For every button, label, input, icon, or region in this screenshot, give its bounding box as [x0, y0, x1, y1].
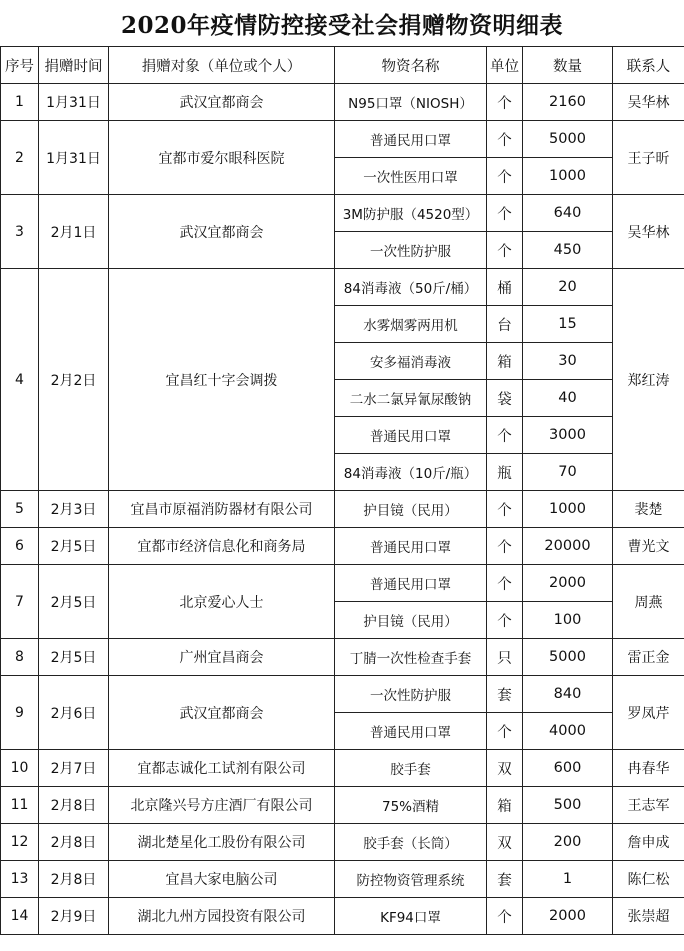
table-row [1, 824, 684, 861]
cell-unit: 个 [487, 491, 523, 528]
cell-date: 2月5日 [39, 528, 109, 565]
cell-donor: 广州宜昌商会 [109, 639, 335, 676]
cell-qty: 70 [523, 454, 613, 491]
cell-item: 护目镜（民用） [335, 602, 487, 639]
cell-donor: 宜都市经济信息化和商务局 [109, 528, 335, 565]
cell-no: 2 [1, 121, 39, 195]
cell-item: 普通民用口罩 [335, 713, 487, 750]
cell-unit: 套 [487, 861, 523, 898]
cell-unit: 双 [487, 750, 523, 787]
cell-qty: 500 [523, 787, 613, 824]
cell-qty: 100 [523, 602, 613, 639]
cell-qty: 200 [523, 824, 613, 861]
cell-date: 2月5日 [39, 639, 109, 676]
cell-donor: 宜昌红十字会调拨 [109, 269, 335, 491]
table-row [1, 861, 684, 898]
cell-no: 11 [1, 787, 39, 824]
cell-donor: 武汉宜都商会 [109, 84, 335, 121]
table-row [1, 898, 684, 935]
cell-item: 丁腈一次性检查手套 [335, 639, 487, 676]
cell-qty: 30 [523, 343, 613, 380]
cell-donor: 宜都市爱尔眼科医院 [109, 121, 335, 195]
cell-no: 12 [1, 824, 39, 861]
cell-item: 胶手套 [335, 750, 487, 787]
cell-qty: 840 [523, 676, 613, 713]
table-row [1, 750, 684, 787]
header-qty: 数量 [523, 47, 613, 84]
cell-item: 84消毒液（50斤/桶） [335, 269, 487, 306]
sheet-title: 2020年疫情防控接受社会捐赠物资明细表 [120, 11, 563, 39]
cell-qty: 4000 [523, 713, 613, 750]
cell-qty: 640 [523, 195, 613, 232]
cell-unit: 个 [487, 528, 523, 565]
header-no: 序号 [1, 47, 39, 84]
cell-unit: 个 [487, 898, 523, 935]
cell-donor: 湖北楚星化工股份有限公司 [109, 824, 335, 861]
cell-item: 75%酒精 [335, 787, 487, 824]
table-row [1, 269, 684, 306]
cell-contact: 裴楚 [613, 491, 684, 528]
header-date: 捐赠时间 [39, 47, 109, 84]
cell-item: 一次性医用口罩 [335, 158, 487, 195]
cell-date: 2月8日 [39, 787, 109, 824]
cell-unit: 桶 [487, 269, 523, 306]
table-row [1, 787, 684, 824]
cell-contact: 王子昕 [613, 121, 684, 195]
cell-item: 护目镜（民用） [335, 491, 487, 528]
cell-unit: 个 [487, 158, 523, 195]
cell-date: 2月5日 [39, 565, 109, 639]
cell-unit: 双 [487, 824, 523, 861]
table-body [1, 84, 684, 935]
cell-unit: 个 [487, 195, 523, 232]
table-row [1, 528, 684, 565]
cell-item: KF94口罩 [335, 898, 487, 935]
cell-contact: 陈仁松 [613, 861, 684, 898]
cell-item: 普通民用口罩 [335, 565, 487, 602]
cell-date: 2月8日 [39, 824, 109, 861]
cell-donor: 北京隆兴号方庄酒厂有限公司 [109, 787, 335, 824]
table-row [1, 195, 684, 232]
cell-contact: 曹光文 [613, 528, 684, 565]
cell-item: 一次性防护服 [335, 676, 487, 713]
cell-unit: 个 [487, 602, 523, 639]
cell-unit: 台 [487, 306, 523, 343]
table-row [1, 84, 684, 121]
cell-no: 1 [1, 84, 39, 121]
table-row [1, 121, 684, 158]
cell-item: N95口罩（NIOSH） [335, 84, 487, 121]
cell-contact: 罗凤芹 [613, 676, 684, 750]
cell-donor: 湖北九州方园投资有限公司 [109, 898, 335, 935]
table-row [1, 639, 684, 676]
cell-unit: 个 [487, 417, 523, 454]
cell-item: 一次性防护服 [335, 232, 487, 269]
cell-qty: 3000 [523, 417, 613, 454]
cell-unit: 个 [487, 565, 523, 602]
cell-unit: 个 [487, 232, 523, 269]
header-donor: 捐赠对象（单位或个人） [109, 47, 335, 84]
header-item: 物资名称 [335, 47, 487, 84]
cell-date: 2月7日 [39, 750, 109, 787]
cell-no: 7 [1, 565, 39, 639]
cell-unit: 袋 [487, 380, 523, 417]
cell-qty: 40 [523, 380, 613, 417]
cell-contact: 周燕 [613, 565, 684, 639]
table-row [1, 565, 684, 602]
cell-no: 10 [1, 750, 39, 787]
cell-date: 2月6日 [39, 676, 109, 750]
cell-donor: 北京爱心人士 [109, 565, 335, 639]
cell-no: 9 [1, 676, 39, 750]
cell-item: 普通民用口罩 [335, 121, 487, 158]
cell-contact: 王志军 [613, 787, 684, 824]
cell-qty: 5000 [523, 639, 613, 676]
cell-unit: 瓶 [487, 454, 523, 491]
cell-item: 普通民用口罩 [335, 528, 487, 565]
cell-item: 安多福消毒液 [335, 343, 487, 380]
cell-qty: 2160 [523, 84, 613, 121]
cell-unit: 箱 [487, 343, 523, 380]
cell-donor: 武汉宜都商会 [109, 676, 335, 750]
cell-unit: 个 [487, 713, 523, 750]
cell-date: 2月2日 [39, 269, 109, 491]
cell-date: 1月31日 [39, 84, 109, 121]
cell-date: 1月31日 [39, 121, 109, 195]
donation-table [0, 46, 684, 935]
cell-item: 二水二氯异氰尿酸钠 [335, 380, 487, 417]
cell-qty: 20 [523, 269, 613, 306]
cell-unit: 只 [487, 639, 523, 676]
cell-no: 3 [1, 195, 39, 269]
cell-date: 2月9日 [39, 898, 109, 935]
cell-item: 胶手套（长筒） [335, 824, 487, 861]
header-unit: 单位 [487, 47, 523, 84]
header-row [1, 47, 684, 84]
cell-date: 2月1日 [39, 195, 109, 269]
cell-date: 2月3日 [39, 491, 109, 528]
cell-contact: 冉春华 [613, 750, 684, 787]
cell-no: 13 [1, 861, 39, 898]
cell-item: 普通民用口罩 [335, 417, 487, 454]
cell-item: 3M防护服（4520型） [335, 195, 487, 232]
header-contact: 联系人 [613, 47, 684, 84]
table-row [1, 491, 684, 528]
cell-qty: 2000 [523, 565, 613, 602]
cell-item: 84消毒液（10斤/瓶） [335, 454, 487, 491]
cell-qty: 450 [523, 232, 613, 269]
cell-contact: 雷正金 [613, 639, 684, 676]
cell-donor: 宜昌大家电脑公司 [109, 861, 335, 898]
cell-qty: 2000 [523, 898, 613, 935]
cell-donor: 宜都志诚化工试剂有限公司 [109, 750, 335, 787]
cell-qty: 20000 [523, 528, 613, 565]
cell-qty: 600 [523, 750, 613, 787]
cell-item: 水雾烟雾两用机 [335, 306, 487, 343]
cell-donor: 宜昌市原福消防器材有限公司 [109, 491, 335, 528]
cell-unit: 个 [487, 121, 523, 158]
cell-date: 2月8日 [39, 861, 109, 898]
cell-donor: 武汉宜都商会 [109, 195, 335, 269]
cell-contact: 吴华林 [613, 84, 684, 121]
cell-qty: 5000 [523, 121, 613, 158]
cell-no: 6 [1, 528, 39, 565]
cell-qty: 1000 [523, 158, 613, 195]
cell-unit: 箱 [487, 787, 523, 824]
cell-no: 5 [1, 491, 39, 528]
cell-no: 8 [1, 639, 39, 676]
cell-contact: 吴华林 [613, 195, 684, 269]
table-row [1, 676, 684, 713]
cell-qty: 1 [523, 861, 613, 898]
cell-qty: 1000 [523, 491, 613, 528]
cell-unit: 个 [487, 84, 523, 121]
cell-no: 4 [1, 269, 39, 491]
cell-contact: 詹申成 [613, 824, 684, 861]
cell-item: 防控物资管理系统 [335, 861, 487, 898]
cell-no: 14 [1, 898, 39, 935]
cell-contact: 张崇超 [613, 898, 684, 935]
cell-qty: 15 [523, 306, 613, 343]
cell-unit: 套 [487, 676, 523, 713]
cell-contact: 郑红涛 [613, 269, 684, 491]
